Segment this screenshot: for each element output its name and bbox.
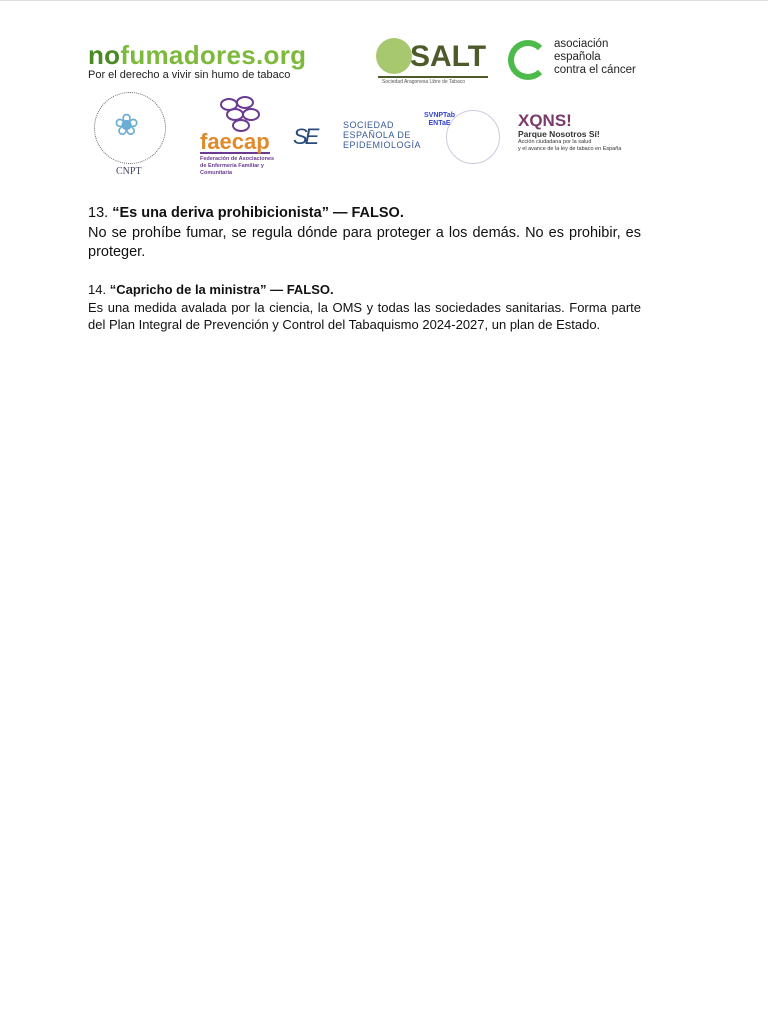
nofumadores-logo [88, 42, 306, 81]
logo-text: SOCIEDAD [343, 120, 395, 130]
logo-text: Comunitaria [200, 170, 233, 176]
logo-text: de Enfermería Familiar y [200, 163, 264, 169]
svnptab-logo [424, 110, 506, 166]
cnpt-logo [90, 92, 172, 180]
faecap-logo [200, 94, 274, 177]
aecc-symbol-icon [508, 40, 548, 80]
xqns-logo [518, 112, 621, 152]
item-13-body: No se prohíbe fumar, se regula dónde para proteger a los demás. No es prohibir, es proteger. [88, 225, 641, 260]
logo-banner [88, 30, 645, 182]
logo-text: contra el cáncer [554, 64, 636, 76]
page-top-border [0, 0, 768, 1]
logo-text: ENTaE [428, 120, 451, 127]
logo-text: fumadores.org [120, 40, 307, 70]
logo-text: y el avance de la ley de tabaco en España [518, 145, 622, 152]
logo-text: SVNPTab [424, 112, 455, 119]
item-14-body: Es una medida avalada por la ciencia, la OMS y todas las sociedades sanitarias. Forma parte del Plan Integral de Prevención y Control del Tabaquismo 2024-2027, un plan de Estado. [88, 300, 641, 332]
logo-text: XQNS! [518, 111, 572, 130]
item-number: 13. [88, 205, 109, 221]
logo-text: EPIDEMIOLOGÍA [343, 140, 422, 150]
logo-text: Acción ciudadana por la salud [518, 139, 592, 145]
salt-logo [374, 32, 489, 84]
logo-caption: Sociedad Aragonesa Libre de Tabaco [382, 79, 466, 85]
tree-icon [376, 38, 412, 74]
item-number: 14. [88, 282, 107, 297]
logo-tagline: Por el derecho a vivir sin humo de tabaco [88, 69, 291, 81]
logo-text: no [88, 40, 121, 70]
logo-tagline: Parque Nosotros Sí! [518, 129, 600, 139]
item-13-heading [88, 205, 641, 221]
logo-text: Federación de Asociaciones [200, 156, 275, 162]
see-mark-icon: SE [293, 124, 317, 149]
item-title: “Es una deriva prohibicionista” — FALSO. [112, 205, 404, 221]
logo-text: asociación [554, 38, 609, 50]
logo-text: ESPAÑOLA DE [343, 130, 411, 140]
item-14-heading [88, 282, 641, 297]
item-title: “Capricho de la ministra” — FALSO. [109, 282, 334, 297]
flower-icon: ❀ [114, 109, 140, 142]
logo-text: faecap [200, 129, 270, 154]
logo-text: CNPT [116, 166, 142, 177]
logo-text: española [554, 51, 601, 63]
faecap-symbol-icon [216, 94, 266, 132]
logo-text: SALT [410, 40, 487, 73]
